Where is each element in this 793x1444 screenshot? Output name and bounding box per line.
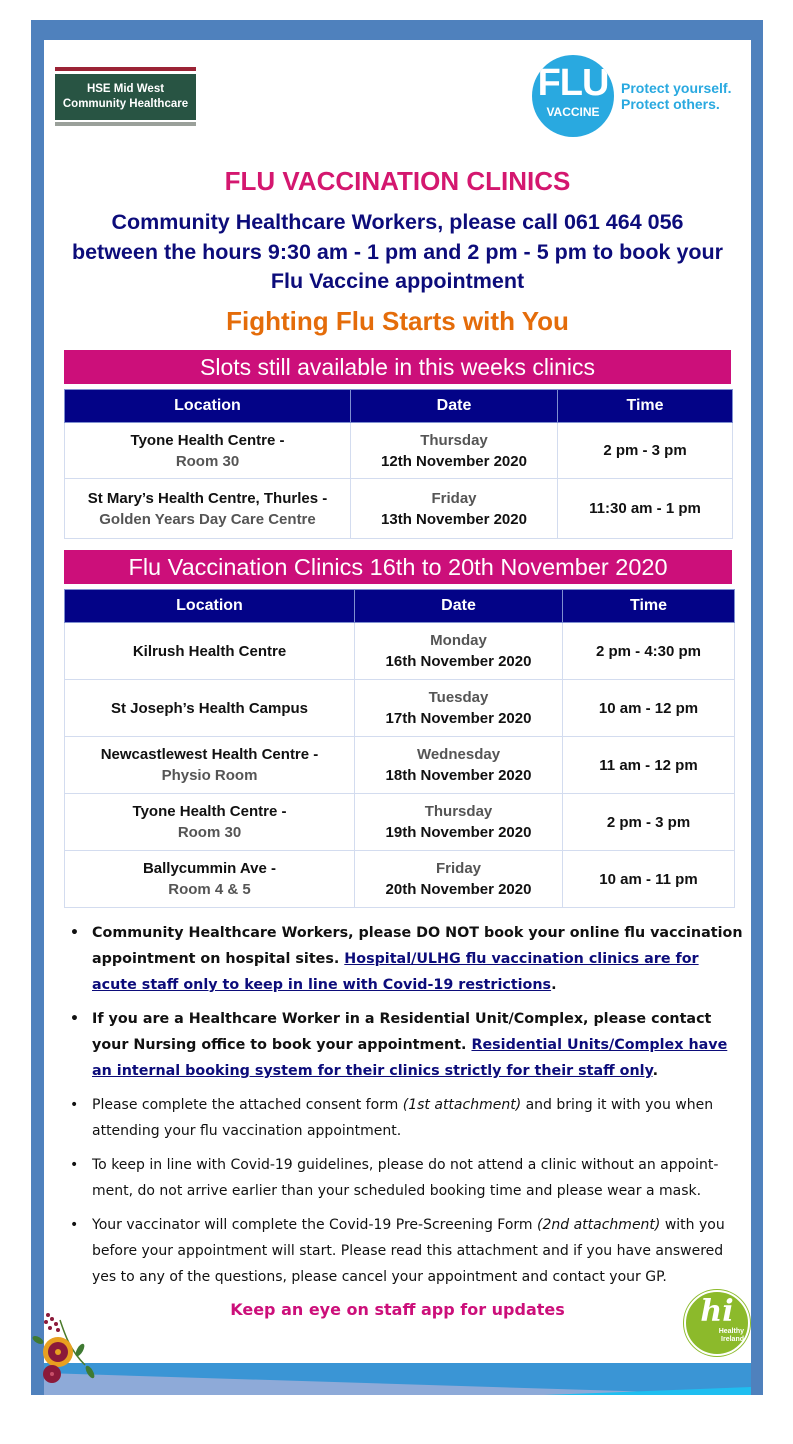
column-header-date: Date (355, 590, 563, 623)
note-link[interactable]: Residential Units/Complex have an internal booking system for their clinics strictly for their staff only (92, 1037, 728, 1079)
note-text: Community Healthcare Workers, please DO NOT book your online flu vaccination appointment on hospital sites. (92, 925, 743, 967)
note-item (92, 920, 744, 998)
column-header-date: Date (351, 390, 558, 423)
note-text: with you before your appointment will start. Please read this attachment and if you have answered yes to any of the questions, please cancel your appointment and contact your GP. (92, 1217, 725, 1285)
vaccine-logo-text: VACCINE (546, 105, 600, 119)
flu-logo-text: FLU (537, 62, 609, 104)
location-sub: Room 30 (177, 824, 242, 841)
location-cell (65, 794, 355, 851)
note-item (92, 1212, 744, 1290)
column-header-time: Time (558, 390, 733, 423)
date-value: 16th November 2020 (385, 653, 532, 670)
day-name: Tuesday (428, 689, 489, 706)
date-cell (355, 851, 563, 908)
flu-tagline-1: Protect yourself. (621, 80, 732, 96)
note-text: and bring it with you when attending your flu vaccination appointment. (92, 1097, 714, 1139)
footer-wave-icon (44, 1363, 751, 1395)
location-sub: Room 4 & 5 (168, 881, 251, 898)
footer-note: Keep an eye on staff app for updates (230, 1300, 565, 1319)
booking-intro (50, 208, 745, 297)
date-cell (351, 479, 558, 539)
note-text: If you are a Healthcare Worker in a Residential Unit/Complex, please contact your Nursing office to book your appointment. (92, 1011, 712, 1053)
note-link[interactable]: Hospital/ULHG flu vaccination clinics are for acute staff only to keep in line with Covid-19 restrictions (92, 951, 699, 993)
logo-red-bar (55, 67, 196, 71)
note-emphasis: (2nd attachment) (537, 1217, 661, 1233)
day-name: Thursday (420, 431, 488, 449)
table-row (65, 794, 735, 851)
time-cell: 2 pm - 3 pm (558, 423, 733, 479)
note-text: To keep in line with Covid-19 guidelines, please do not attend a clinic without an appoint-ment, do not arrive earlier than your scheduled booking time and please wear a mask. (92, 1157, 719, 1199)
slogan: Fighting Flu Starts with You (226, 306, 569, 336)
intro-line-3: Flu Vaccine appointment (270, 269, 525, 293)
table-row (65, 623, 735, 680)
time-cell: 10 am - 11 pm (563, 851, 735, 908)
time-cell: 11:30 am - 1 pm (558, 479, 733, 539)
table-row (65, 737, 735, 794)
location-cell (65, 737, 355, 794)
day-name: Thursday (424, 803, 493, 820)
location-name: Tyone Health Centre - (132, 803, 287, 820)
date-cell (355, 623, 563, 680)
location-cell (65, 423, 351, 479)
flower-decoration-icon (30, 1310, 110, 1390)
note-text: . (551, 977, 557, 993)
note-item (92, 1006, 744, 1084)
location-name: Kilrush Health Centre (132, 642, 287, 660)
location-cell (65, 851, 355, 908)
location-sub: Golden Years Day Care Centre (99, 510, 316, 528)
flu-vaccine-logo (532, 55, 614, 137)
location-name: Newcastlewest Health Centre - (100, 746, 319, 763)
column-header-location: Location (65, 390, 351, 423)
day-name: Friday (431, 489, 477, 507)
note-item (92, 1152, 744, 1204)
date-cell (355, 794, 563, 851)
date-cell (355, 737, 563, 794)
page-title: FLU VACCINATION CLINICS (224, 166, 571, 196)
column-header-time: Time (563, 590, 735, 623)
hi-logo-text: hi (700, 1294, 734, 1329)
hi-logo-subtext (686, 1328, 744, 1344)
weekly-clinics-table (64, 589, 735, 908)
note-item (92, 1092, 744, 1144)
date-value: 17th November 2020 (385, 710, 532, 727)
hse-logo-line1: HSE Mid West (86, 83, 165, 95)
date-value: 18th November 2020 (385, 767, 532, 784)
date-cell (355, 680, 563, 737)
location-cell (65, 680, 355, 737)
location-sub: Room 30 (175, 452, 240, 470)
time-cell: 10 am - 12 pm (563, 680, 735, 737)
table1-banner: Slots still available in this weeks clinics (64, 350, 731, 384)
hse-logo (55, 67, 196, 127)
logo-grey-bar (55, 122, 196, 126)
table-row (65, 851, 735, 908)
hi-logo-subtext-2: Ireland (721, 1336, 744, 1343)
hse-logo-line2: Community Healthcare (62, 98, 189, 110)
note-emphasis: (1st attachment) (402, 1097, 522, 1113)
table2-banner: Flu Vaccination Clinics 16th to 20th November 2020 (64, 550, 732, 584)
table-row (65, 680, 735, 737)
day-name: Wednesday (416, 746, 501, 763)
day-name: Friday (435, 860, 481, 877)
location-name: Ballycummin Ave - (142, 860, 277, 877)
table-row (65, 423, 733, 479)
column-header-location: Location (65, 590, 355, 623)
location-sub: Physio Room (161, 767, 258, 784)
flu-tagline-2: Protect others. (621, 96, 720, 112)
available-slots-table (64, 389, 733, 539)
date-value: 12th November 2020 (381, 452, 527, 470)
note-text: Your vaccinator will complete the Covid-19 Pre-Screening Form (92, 1217, 538, 1233)
location-cell (65, 623, 355, 680)
note-text: . (652, 1063, 659, 1079)
notes-list (64, 920, 744, 1298)
hse-logo-box (55, 74, 196, 120)
table-header-row (65, 590, 735, 623)
table-header-row (65, 390, 733, 423)
hi-logo-subtext-1: Healthy (718, 1328, 744, 1335)
intro-line-1: Community Healthcare Workers, please call 061 464 056 (111, 210, 684, 234)
location-cell (65, 479, 351, 539)
time-cell: 11 am - 12 pm (563, 737, 735, 794)
table-row (65, 479, 733, 539)
date-value: 20th November 2020 (385, 881, 532, 898)
date-cell (351, 423, 558, 479)
intro-line-2: between the hours 9:30 am - 1 pm and 2 pm - 5 pm to book your (71, 239, 724, 264)
flu-tagline (621, 80, 731, 112)
note-text: Please complete the attached consent form (92, 1097, 403, 1113)
location-name: St Mary’s Health Centre, Thurles - (87, 489, 328, 507)
date-value: 13th November 2020 (381, 510, 527, 528)
healthy-ireland-logo (684, 1290, 750, 1356)
time-cell: 2 pm - 4:30 pm (563, 623, 735, 680)
location-name: Tyone Health Centre - (130, 431, 285, 449)
day-name: Monday (430, 632, 487, 649)
location-name: St Joseph’s Health Campus (111, 699, 308, 717)
time-cell: 2 pm - 3 pm (563, 794, 735, 851)
date-value: 19th November 2020 (385, 824, 532, 841)
